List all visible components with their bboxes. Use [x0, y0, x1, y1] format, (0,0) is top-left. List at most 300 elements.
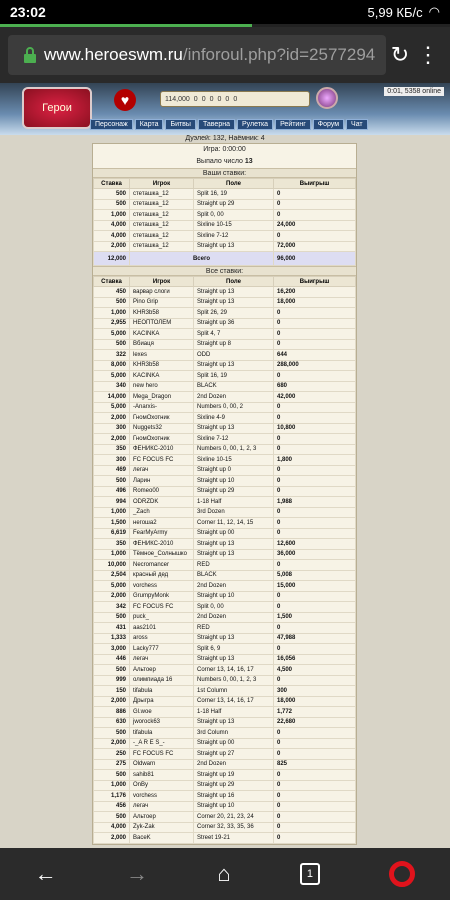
player-cell[interactable]: Gl.woe — [130, 707, 194, 718]
stake-cell: 2,000 — [94, 738, 130, 749]
total-row — [94, 252, 356, 266]
table-row — [94, 350, 356, 361]
stake-cell: 14,000 — [94, 392, 130, 403]
table-row — [94, 444, 356, 455]
player-cell[interactable]: варвар слоги — [130, 287, 194, 298]
stake-cell: 8,000 — [94, 360, 130, 371]
mana-orb-icon — [316, 87, 338, 109]
win-cell: 0 — [274, 738, 356, 749]
table-row — [94, 476, 356, 487]
player-cell[interactable]: Вбиаця — [130, 339, 194, 350]
player-cell[interactable]: KACINKA — [130, 371, 194, 382]
player-cell[interactable]: KACINKA — [130, 329, 194, 340]
field-cell: Numbers 0, 00, 2 — [194, 402, 274, 413]
win-cell: 0 — [274, 476, 356, 487]
nav-roulette[interactable]: Рулетка — [237, 119, 273, 130]
player-cell[interactable]: стеташка_12 — [130, 220, 194, 231]
resource-amount: 0 — [225, 95, 230, 103]
stake-cell: 1,333 — [94, 633, 130, 644]
player-cell[interactable]: стеташка_12 — [130, 189, 194, 200]
field-cell: Straight up 36 — [194, 318, 274, 329]
field-cell: Straight up 29 — [194, 486, 274, 497]
home-icon[interactable]: ⌂ — [217, 861, 231, 886]
win-cell: 22,680 — [274, 717, 356, 728]
field-cell: Straight up 13 — [194, 423, 274, 434]
table-row — [94, 654, 356, 665]
reload-icon[interactable]: ↻ — [390, 42, 410, 67]
win-cell: 42,000 — [274, 392, 356, 403]
win-cell: 0 — [274, 780, 356, 791]
field-cell: Straight up 16 — [194, 791, 274, 802]
table-row — [94, 507, 356, 518]
stake-cell: 2,000 — [94, 833, 130, 844]
stake-cell: 1,000 — [94, 507, 130, 518]
field-cell: Straight up 13 — [194, 297, 274, 308]
nav-forum[interactable]: Форум — [313, 119, 344, 130]
table-row — [94, 581, 356, 592]
player-cell[interactable]: Ларин — [130, 476, 194, 487]
field-cell: Straight up 00 — [194, 528, 274, 539]
player-cell[interactable]: Necromancer — [130, 560, 194, 571]
nav-chat[interactable]: Чат — [346, 119, 368, 130]
win-cell: 0 — [274, 318, 356, 329]
win-cell: 0 — [274, 402, 356, 413]
player-cell[interactable]: vorchess — [130, 581, 194, 592]
roulette-result-panel — [92, 143, 357, 845]
field-cell: Sixline 7-12 — [194, 434, 274, 445]
win-cell: 300 — [274, 686, 356, 697]
player-cell[interactable]: KHR3b58 — [130, 360, 194, 371]
player-cell[interactable]: Lacky777 — [130, 644, 194, 655]
field-cell: Numbers 0, 00, 1, 2, 3 — [194, 675, 274, 686]
total-label: Всего — [130, 252, 274, 266]
player-cell[interactable]: sahib81 — [130, 770, 194, 781]
win-cell: 12,600 — [274, 539, 356, 550]
win-cell: 0 — [274, 444, 356, 455]
field-cell: Straight up 0 — [194, 465, 274, 476]
field-cell: Straight up 29 — [194, 199, 274, 210]
gold-amount: 114,000 — [165, 95, 190, 103]
table-row — [94, 241, 356, 252]
url-path: /inforoul.php?id=2577294 — [182, 45, 376, 64]
stake-cell: 275 — [94, 759, 130, 770]
stake-cell: 300 — [94, 455, 130, 466]
field-cell: Straight up 29 — [194, 780, 274, 791]
player-cell[interactable]: Альтоер — [130, 665, 194, 676]
forward-arrow-icon[interactable]: → — [125, 861, 148, 886]
stake-cell: 2,000 — [94, 591, 130, 602]
field-cell: Split 0, 00 — [194, 602, 274, 613]
player-cell[interactable]: красный дед — [130, 570, 194, 581]
win-cell: 0 — [274, 434, 356, 445]
stake-cell: 10,000 — [94, 560, 130, 571]
nav-battles[interactable]: Битвы — [165, 119, 195, 130]
table-row — [94, 770, 356, 781]
table-row — [94, 210, 356, 221]
field-cell: RED — [194, 623, 274, 634]
table-row — [94, 287, 356, 298]
table-row — [94, 570, 356, 581]
player-cell[interactable]: BaceK — [130, 833, 194, 844]
address-bar — [0, 27, 450, 83]
opera-menu-icon[interactable] — [389, 861, 415, 887]
stake-cell: 999 — [94, 675, 130, 686]
player-cell[interactable]: ФЕНИКС-2010 — [130, 539, 194, 550]
win-cell: 0 — [274, 528, 356, 539]
menu-icon[interactable]: ⋮ — [417, 42, 439, 67]
network-speed: 5,99 КБ/с — [367, 4, 423, 20]
sub-info: Дуэлей: 132, Наёмник: 4 — [185, 135, 265, 142]
field-cell: Straight up 10 — [194, 801, 274, 812]
url-field[interactable] — [8, 35, 386, 75]
player-cell[interactable]: ГномОхотник — [130, 413, 194, 424]
stake-cell: 350 — [94, 539, 130, 550]
win-cell: 0 — [274, 371, 356, 382]
table-row — [94, 612, 356, 623]
column-header: Поле — [194, 179, 274, 189]
table-row — [94, 822, 356, 833]
field-cell: Street 19-21 — [194, 833, 274, 844]
win-cell: 0 — [274, 591, 356, 602]
stake-cell: 6,619 — [94, 528, 130, 539]
player-cell[interactable]: ФЕНИКС-2010 — [130, 444, 194, 455]
player-cell[interactable]: jworock63 — [130, 717, 194, 728]
resources-strip — [160, 91, 310, 107]
win-cell: 10,800 — [274, 423, 356, 434]
field-cell: ODD — [194, 350, 274, 361]
table-row — [94, 675, 356, 686]
stake-cell: 4,000 — [94, 822, 130, 833]
table-row — [94, 623, 356, 634]
table-row — [94, 602, 356, 613]
stake-cell: 5,000 — [94, 329, 130, 340]
stake-cell: 5,000 — [94, 371, 130, 382]
win-cell: 72,000 — [274, 241, 356, 252]
field-cell: Straight up 13 — [194, 717, 274, 728]
stake-cell: 1,000 — [94, 308, 130, 319]
game-header — [0, 83, 450, 135]
stake-cell: 250 — [94, 749, 130, 760]
table-row — [94, 707, 356, 718]
resource-amount: 0 — [201, 95, 206, 103]
stake-cell: 886 — [94, 707, 130, 718]
win-cell: 0 — [274, 602, 356, 613]
field-cell: 2nd Dozen — [194, 581, 274, 592]
win-cell: 0 — [274, 822, 356, 833]
stake-cell: 340 — [94, 381, 130, 392]
stake-cell: 300 — [94, 423, 130, 434]
stake-cell: 450 — [94, 287, 130, 298]
table-row — [94, 801, 356, 812]
result-number: 13 — [244, 158, 253, 165]
stake-cell: 1,000 — [94, 780, 130, 791]
win-cell: 0 — [274, 749, 356, 760]
win-cell: 644 — [274, 350, 356, 361]
player-cell[interactable]: НЕОПТОЛЕМ — [130, 318, 194, 329]
stake-cell: 500 — [94, 297, 130, 308]
table-row — [94, 486, 356, 497]
stake-cell: 2,955 — [94, 318, 130, 329]
player-cell[interactable]: tifabula — [130, 728, 194, 739]
player-cell[interactable]: -_A R E S_- — [130, 738, 194, 749]
my-bets-table — [93, 178, 356, 266]
win-cell: 1,772 — [274, 707, 356, 718]
url-domain: www.heroeswm.ru — [44, 45, 183, 64]
table-row — [94, 560, 356, 571]
table-row — [94, 812, 356, 823]
win-cell: 0 — [274, 770, 356, 781]
field-cell: Straight up 00 — [194, 738, 274, 749]
all-bets-title: Все ставки: — [93, 266, 356, 276]
player-cell[interactable]: KHR3b58 — [130, 308, 194, 319]
stake-cell: 1,000 — [94, 549, 130, 560]
player-cell[interactable]: стеташка_12 — [130, 199, 194, 210]
table-row — [94, 728, 356, 739]
field-cell: 3rd Column — [194, 728, 274, 739]
wifi-icon: ◠ — [428, 4, 440, 19]
player-cell[interactable]: aas2101 — [130, 623, 194, 634]
field-cell: Straight up 19 — [194, 770, 274, 781]
field-cell: Split 26, 29 — [194, 308, 274, 319]
stake-cell: 2,504 — [94, 570, 130, 581]
player-cell[interactable]: Дрыгра — [130, 696, 194, 707]
resource-amount: 0 — [233, 95, 238, 103]
player-cell[interactable]: OnBy — [130, 780, 194, 791]
win-cell: 16,200 — [274, 287, 356, 298]
player-cell[interactable]: FearMyArmy — [130, 528, 194, 539]
win-cell: 288,000 — [274, 360, 356, 371]
field-cell: Straight up 13 — [194, 539, 274, 550]
stake-cell: 500 — [94, 189, 130, 200]
nav-map[interactable]: Карта — [135, 119, 164, 130]
win-cell: 0 — [274, 812, 356, 823]
win-cell: 47,988 — [274, 633, 356, 644]
player-cell[interactable]: Oldwarn — [130, 759, 194, 770]
field-cell: Corner 13, 14, 16, 17 — [194, 665, 274, 676]
field-cell: Sixline 7-12 — [194, 231, 274, 242]
field-cell: Corner 13, 14, 16, 17 — [194, 696, 274, 707]
win-cell: 15,000 — [274, 581, 356, 592]
table-row — [94, 199, 356, 210]
table-row — [94, 423, 356, 434]
win-cell: 18,000 — [274, 297, 356, 308]
tabs-icon[interactable]: 1 — [300, 863, 320, 885]
stake-cell: 456 — [94, 801, 130, 812]
table-row — [94, 318, 356, 329]
stake-cell: 2,000 — [94, 434, 130, 445]
table-row — [94, 381, 356, 392]
status-bar — [0, 0, 450, 24]
stake-cell: 3,000 — [94, 644, 130, 655]
table-row — [94, 392, 356, 403]
stake-cell: 2,000 — [94, 696, 130, 707]
player-cell[interactable]: легач — [130, 654, 194, 665]
field-cell: Sixline 10-15 — [194, 220, 274, 231]
player-cell[interactable]: tifabula — [130, 686, 194, 697]
stake-cell: 496 — [94, 486, 130, 497]
lock-icon — [16, 41, 44, 69]
column-header: Поле — [194, 277, 274, 287]
table-row — [94, 371, 356, 382]
player-cell[interactable]: Тёмное_Солнышко — [130, 549, 194, 560]
health-heart-icon: ♥ — [114, 89, 136, 111]
win-cell: 5,008 — [274, 570, 356, 581]
browser-bottom-bar — [0, 848, 450, 900]
stake-cell: 150 — [94, 686, 130, 697]
field-cell: 1-18 Half — [194, 707, 274, 718]
stake-cell: 4,000 — [94, 231, 130, 242]
column-header: Ставка — [94, 277, 130, 287]
win-cell: 0 — [274, 518, 356, 529]
table-row — [94, 749, 356, 760]
player-cell[interactable]: стеташка_12 — [130, 210, 194, 221]
game-time: Игра: 0:00:00 — [203, 146, 246, 153]
player-cell[interactable]: стеташка_12 — [130, 241, 194, 252]
stake-cell: 500 — [94, 812, 130, 823]
back-arrow-icon[interactable]: ← — [34, 861, 57, 886]
stake-cell: 1,500 — [94, 518, 130, 529]
field-cell: 2nd Dozen — [194, 612, 274, 623]
win-cell: 0 — [274, 308, 356, 319]
stake-cell: 350 — [94, 444, 130, 455]
win-cell: 0 — [274, 507, 356, 518]
win-cell: 18,000 — [274, 696, 356, 707]
player-cell[interactable]: FC FOCUS FC — [130, 749, 194, 760]
field-cell: Split 6, 9 — [194, 644, 274, 655]
table-row — [94, 360, 356, 371]
main-nav — [90, 119, 368, 130]
table-row — [94, 717, 356, 728]
resource-amount: 0 — [209, 95, 214, 103]
win-cell: 1,500 — [274, 612, 356, 623]
table-row — [94, 780, 356, 791]
player-cell[interactable]: Nuggets32 — [130, 423, 194, 434]
table-row — [94, 539, 356, 550]
result-line — [93, 156, 356, 168]
total-stake: 12,000 — [94, 252, 130, 266]
player-cell[interactable]: puck_ — [130, 612, 194, 623]
player-cell[interactable]: new hero — [130, 381, 194, 392]
win-cell: 0 — [274, 189, 356, 200]
player-cell[interactable]: Альтоер — [130, 812, 194, 823]
stake-cell: 4,000 — [94, 220, 130, 231]
table-row — [94, 455, 356, 466]
stake-cell: 500 — [94, 728, 130, 739]
stake-cell: 2,000 — [94, 413, 130, 424]
table-row — [94, 297, 356, 308]
player-cell[interactable]: негоша2 — [130, 518, 194, 529]
stake-cell: 500 — [94, 770, 130, 781]
field-cell: Straight up 13 — [194, 633, 274, 644]
total-win: 96,000 — [274, 252, 356, 266]
field-cell: Split 0, 00 — [194, 210, 274, 221]
player-cell[interactable]: Romeo00 — [130, 486, 194, 497]
table-row — [94, 528, 356, 539]
column-header: Выигрыш — [274, 277, 356, 287]
win-cell: 0 — [274, 791, 356, 802]
column-header: Ставка — [94, 179, 130, 189]
nav-rating[interactable]: Рейтинг — [275, 119, 311, 130]
field-cell: Split 4, 7 — [194, 329, 274, 340]
player-cell[interactable]: FC FOCUS FC — [130, 602, 194, 613]
stake-cell: 446 — [94, 654, 130, 665]
win-cell: 24,000 — [274, 220, 356, 231]
player-cell[interactable]: легач — [130, 801, 194, 812]
resource-amount: 0 — [217, 95, 222, 103]
player-cell[interactable]: Mega_Dragon — [130, 392, 194, 403]
field-cell: 2nd Dozen — [194, 392, 274, 403]
status-right — [368, 4, 440, 20]
table-row — [94, 591, 356, 602]
win-cell: 0 — [274, 675, 356, 686]
field-cell: Corner 32, 33, 35, 36 — [194, 822, 274, 833]
win-cell: 0 — [274, 728, 356, 739]
player-cell[interactable]: Pino Grip — [130, 297, 194, 308]
win-cell: 1,988 — [274, 497, 356, 508]
win-cell: 0 — [274, 801, 356, 812]
field-cell: Straight up 8 — [194, 339, 274, 350]
field-cell: Straight up 10 — [194, 591, 274, 602]
stake-cell: 500 — [94, 199, 130, 210]
player-cell[interactable]: FC FOCUS FC — [130, 455, 194, 466]
field-cell: Straight up 13 — [194, 549, 274, 560]
player-cell[interactable]: _Zach — [130, 507, 194, 518]
column-header: Выигрыш — [274, 179, 356, 189]
nav-tavern[interactable]: Таверна — [198, 119, 235, 130]
field-cell: Split 16, 19 — [194, 371, 274, 382]
player-cell[interactable]: lexes — [130, 350, 194, 361]
result-label: Выпало число — [196, 158, 243, 165]
player-cell[interactable]: легач — [130, 465, 194, 476]
table-row — [94, 413, 356, 424]
table-row — [94, 665, 356, 676]
table-row — [94, 220, 356, 231]
table-row — [94, 518, 356, 529]
nav-character[interactable]: Персонаж — [90, 119, 133, 130]
table-row — [94, 339, 356, 350]
player-cell[interactable]: олимпиада 16 — [130, 675, 194, 686]
table-row — [94, 833, 356, 844]
clock: 23:02 — [10, 4, 46, 20]
win-cell: 0 — [274, 486, 356, 497]
table-row — [94, 738, 356, 749]
player-cell[interactable]: ODRZDK — [130, 497, 194, 508]
table-header-row — [94, 277, 356, 287]
player-cell[interactable]: vorchess — [130, 791, 194, 802]
online-counter: 0:01, 5358 online — [384, 87, 444, 96]
stake-cell: 431 — [94, 623, 130, 634]
player-cell[interactable]: -Anarxis- — [130, 402, 194, 413]
field-cell: Straight up 13 — [194, 360, 274, 371]
win-cell: 0 — [274, 329, 356, 340]
field-cell: Corner 11, 12, 14, 15 — [194, 518, 274, 529]
win-cell: 0 — [274, 465, 356, 476]
player-cell[interactable]: GrumpyMonk — [130, 591, 194, 602]
column-header: Игрок — [130, 277, 194, 287]
game-logo[interactable]: Герои — [22, 87, 92, 129]
player-cell[interactable]: aross — [130, 633, 194, 644]
win-cell: 0 — [274, 623, 356, 634]
player-cell[interactable]: ГномОхотник — [130, 434, 194, 445]
player-cell[interactable]: Zyk-Zak — [130, 822, 194, 833]
stake-cell: 630 — [94, 717, 130, 728]
table-row — [94, 791, 356, 802]
player-cell[interactable]: стеташка_12 — [130, 231, 194, 242]
stake-cell: 469 — [94, 465, 130, 476]
field-cell: Straight up 13 — [194, 654, 274, 665]
field-cell: Straight up 27 — [194, 749, 274, 760]
stake-cell: 500 — [94, 612, 130, 623]
